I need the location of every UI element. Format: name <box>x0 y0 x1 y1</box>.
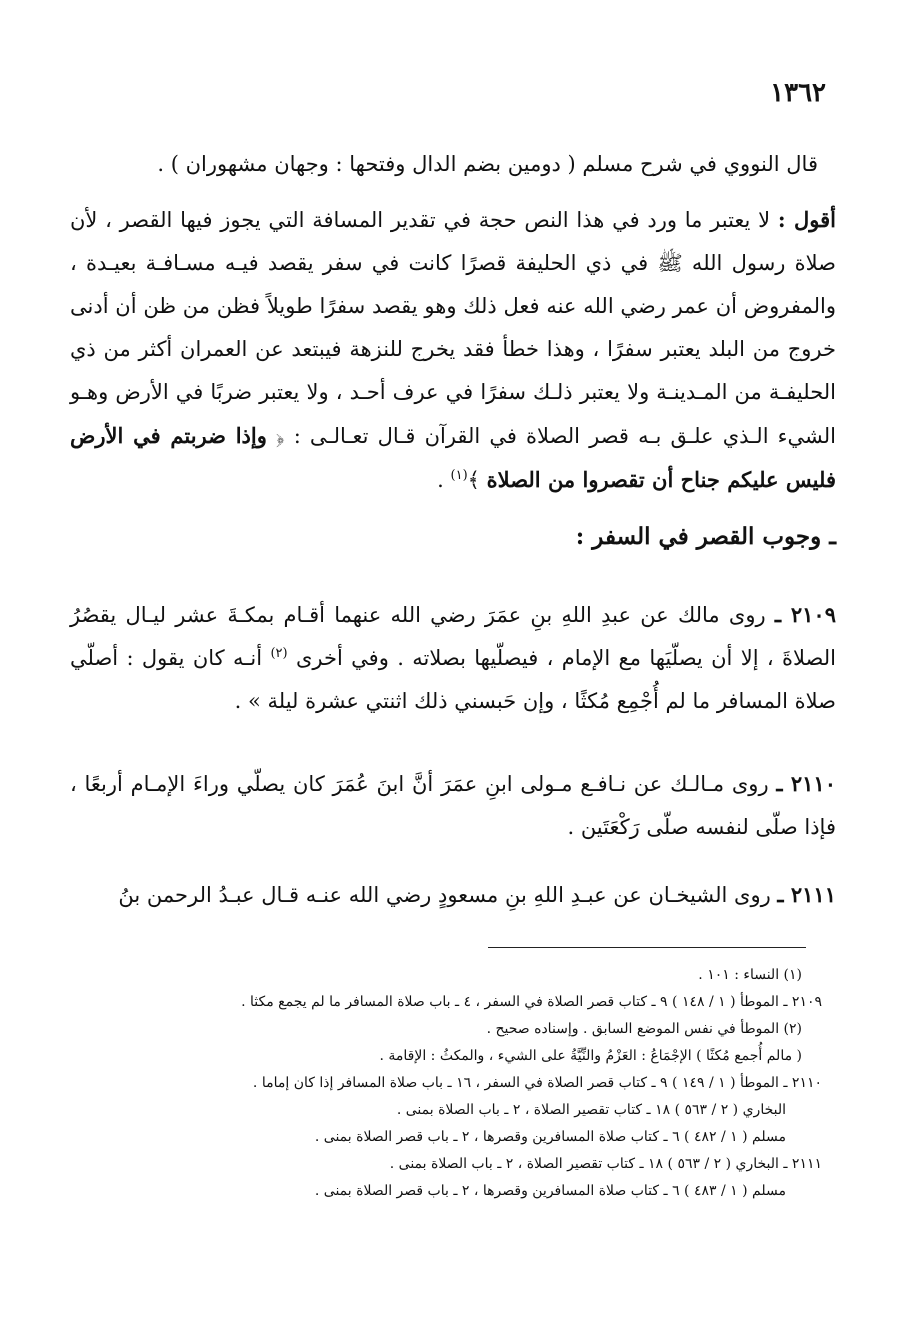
footnote-line: ٢١٠٩ ـ الموطأ ( ١ / ١٤٨ ) ٩ ـ كتاب قصر الصلاة في السفر ، ٤ ـ باب صلاة المسافر ما لم يجمع مكثا . <box>241 994 822 1010</box>
footnote-line: ( مالم أُجمع مُكثًا ) الإجْمَاعُ : العَزْمُ والنِّيَّةُ على الشيء ، والمكثُ : الإقامة . <box>379 1048 802 1064</box>
footnote-line: (١) النساء : ١٠١ . <box>698 967 802 983</box>
aqoul-paragraph <box>70 198 836 502</box>
footnote-line: مسلم ( ١ / ٤٨٣ ) ٦ ـ كتاب صلاة المسافرين وقصرها ، ٢ ـ باب قصر الصلاة بمنى . <box>314 1183 786 1199</box>
hadith-number: ٢١١٠ ـ <box>776 771 836 796</box>
aqoul-end: . <box>437 468 451 492</box>
quran-close: ﴾ <box>467 468 487 492</box>
footnote-mark-2: (٢) <box>270 646 288 661</box>
footnote-line: مسلم ( ١ / ٤٨٢ ) ٦ ـ كتاب صلاة المسافرين وقصرها ، ٢ ـ باب قصر الصلاة بمنى . <box>314 1129 786 1145</box>
hadith-number: ٢١٠٩ ـ <box>774 602 836 627</box>
hadith-number: ٢١١١ ـ <box>777 882 836 907</box>
hadith-text-cont: أنـه كان يقول : أصلّي صلاة المسافر ما لم أُجْمِع مُكثًا ، وإن حَبسني ذلك اثنتي عشرة ليلة » . <box>70 646 836 713</box>
nawawi-note: قال النووي في شرح مسلم ( دومين بضم الدال وفتحها : وجهان مشهوران ) . <box>157 152 818 176</box>
quran-verse: وإذا ضربتم في الأرض فليس عليكم جناح أن تقصروا من الصلاة <box>70 423 836 492</box>
hadith-2109 <box>70 593 836 723</box>
footnote-line: ٢١١٠ ـ الموطأ ( ١ / ١٤٩ ) ٩ ـ كتاب قصر الصلاة في السفر ، ١٦ ـ باب صلاة المسافر إذا كان إماما . <box>252 1075 822 1091</box>
aqoul-text: لا يعتبر ما ورد في هذا النص حجة في تقدير المسافة التي يجوز فيها القصر ، لأن صلاة رسول الله ﷺ في ذي الحليفة قصرًا كانت في سفر يقصد فيـه مسـافـة بعيـدة ، والمفروض أن عمر رضي الله عنه فعل ذلك وهو يقصد سفرًا طويلاً فظن من ظن أن أدنى خروج من البلد يعتبر سفرًا ، وهذا خطأ فقد يخرج للنزهة فيبتعد عن العمران أكثر من ذي الحليفـة من المـدينـة ولا يعتبر ذلـك سفرًا في عرف أحـد ، ولا يعتبر ضربًا في الأرض وهـو الشيء الـذي علـق بـه قصر الصلاة في القرآن قـال تعـالـى : ﴿ <box>70 208 837 448</box>
page-number: ١٣٦٢ <box>770 78 826 108</box>
hadith-text: روى الشيخـان عن عبـدِ اللهِ بنِ مسعودٍ رضي الله عنـه قـال عبـدُ الرحمن بنُ <box>118 883 778 907</box>
footnote-line: ٢١١١ ـ البخاري ( ٢ / ٥٦٣ ) ١٨ ـ كتاب تقصير الصلاة ، ٢ ـ باب الصلاة بمنى . <box>389 1156 822 1172</box>
footnotes <box>120 962 822 1205</box>
footnote-line: البخاري ( ٢ / ٥٦٣ ) ١٨ ـ كتاب تقصير الصلاة ، ٢ ـ باب الصلاة بمنى . <box>396 1102 786 1118</box>
hadith-2110 <box>70 762 836 849</box>
aqoul-label: أقول : <box>777 207 836 232</box>
hadith-text: روى مالك عن عبدِ اللهِ بنِ عمَرَ رضي الله عنهما أقـام بمكـةَ عشر ليـال يقصُرُ الصلاةَ ، إلا أن يصلّيَها مع الإمام ، فيصلّيها بصلاته . وفي أخرى <box>70 603 836 670</box>
footnote-divider <box>488 947 806 948</box>
footnote-line: (٢) الموطأ في نفس الموضع السابق . وإسناده صحيح . <box>486 1021 802 1037</box>
section-heading: ـ وجوب القصر في السفر : <box>575 523 836 550</box>
hadith-2111 <box>70 873 836 917</box>
hadith-text: روى مـالـك عن نـافـع مـولى ابنِ عمَرَ أنَّ ابنَ عُمَرَ كان يصلّي وراءَ الإمـام أربعًا ، فإذا صلّى لنفسه صلّى رَكْعَتَين . <box>70 772 836 839</box>
footnote-mark-1: (١) <box>450 468 468 483</box>
